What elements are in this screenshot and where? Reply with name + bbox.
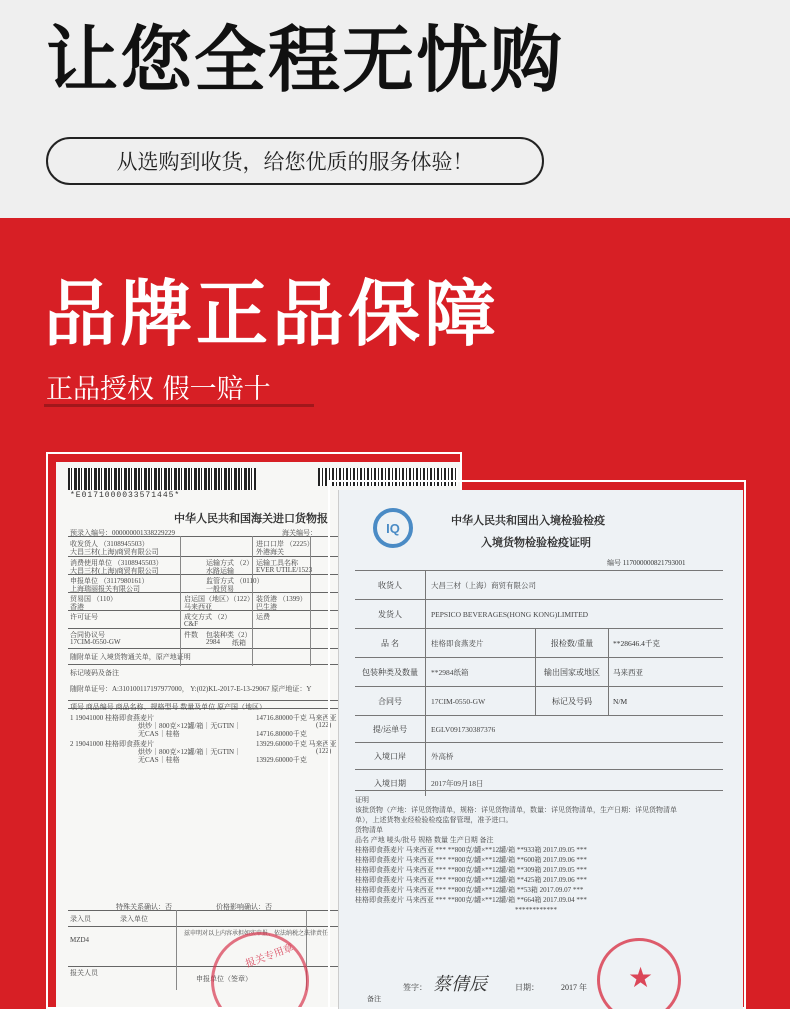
table-row bbox=[355, 742, 723, 769]
doc-line: 2 19041000 桂格即食燕麦片 bbox=[70, 740, 154, 748]
proof-line: 该批货物（产地：详见货物清单，规格：详见货物清单，数量：详见货物清单，生产日期：详见货物清单 bbox=[355, 806, 677, 814]
signature: 蔡倩辰 bbox=[433, 974, 487, 995]
customs-doc-title: 中华人民共和国海关进口货物报 bbox=[174, 513, 328, 525]
doc-line: 马来西亚 bbox=[184, 603, 212, 611]
proof-line: 货物清单 bbox=[355, 826, 383, 834]
doc-line: 大昌三材(上海)商贸有限公司 bbox=[70, 567, 159, 575]
row-value: 2017年09月18日 bbox=[431, 778, 484, 788]
doc-line: 烘炒｜800克×12罐/箱｜无GTIN｜ bbox=[138, 748, 242, 756]
doc-line: 烘炒｜800克×12罐/箱｜无GTIN｜ bbox=[138, 722, 242, 730]
row-label: 入境日期 bbox=[355, 770, 426, 796]
proof-line: 桂格即食燕麦片 马来西亚 *** **800克/罐×**12罐/箱 **600箱 2017.09.06 *** bbox=[355, 856, 587, 864]
proof-line: ************ bbox=[515, 906, 557, 914]
doc-line: 录入员 bbox=[70, 915, 91, 923]
row-label: 提/运单号 bbox=[355, 716, 426, 742]
row-value: 马来西亚 bbox=[613, 667, 643, 677]
row-value: 17CIM-0550-GW bbox=[431, 696, 486, 706]
ciq-logo-icon bbox=[373, 508, 413, 548]
doc-line: 许可证号 bbox=[70, 613, 98, 621]
doc-line: 报关人员 bbox=[70, 969, 98, 977]
proof-line: 桂格即食燕麦片 马来西亚 *** **800克/罐×**12罐/箱 **933箱 2017.09.05 *** bbox=[355, 846, 587, 854]
note-label: 备注 bbox=[367, 995, 381, 1003]
doc-line: 水路运输 bbox=[206, 567, 234, 575]
doc-line: 监管方式 （0110） bbox=[206, 577, 264, 585]
doc-line: 件数 bbox=[184, 631, 198, 639]
row-label: 收货人 bbox=[355, 571, 426, 599]
signature-line bbox=[403, 970, 587, 996]
doc-line: 标记唛码及备注 bbox=[70, 669, 119, 677]
row-label: 发货人 bbox=[355, 600, 426, 628]
proof-line: 桂格即食燕麦片 马来西亚 *** **800克/罐×**12罐/箱 **425箱 2017.09.06 *** bbox=[355, 876, 587, 884]
row-value: 外高桥 bbox=[431, 751, 454, 761]
doc-line: 收发货人 （3108945503） bbox=[70, 540, 149, 548]
doc-line: 成交方式 （2） bbox=[184, 613, 232, 621]
doc-line: 外港海关 bbox=[256, 548, 284, 556]
doc-line: 海关编号： bbox=[282, 529, 317, 537]
certificate-table bbox=[355, 570, 723, 796]
proof-line: 桂格即食燕麦片 马来西亚 *** **800克/罐×**12罐/箱 **53箱 2017.09.07 *** bbox=[355, 886, 584, 894]
hero-subtitle-pill: 从选购到收货，给您优质的服务体验！ bbox=[46, 137, 544, 185]
doc-line: 1 19041000 桂格即食燕麦片 bbox=[70, 714, 154, 722]
row-label: 标记及号码 bbox=[535, 687, 609, 715]
doc-line: 14716.80000千克 马来西亚 bbox=[256, 714, 337, 722]
row-value: **28646.4千克 bbox=[613, 638, 660, 648]
barcode-number: *E0171000033571445* bbox=[70, 491, 181, 500]
certificate-number: 编号 117000000821793001 bbox=[607, 559, 686, 567]
table-row bbox=[355, 599, 723, 628]
row-value: PEPSICO BEVERAGES(HONG KONG)LIMITED bbox=[431, 609, 589, 619]
date-value: 2017 年 bbox=[561, 983, 587, 992]
doc-line: 消费使用单位 （3108945503） bbox=[70, 559, 163, 567]
row-value: **2984纸箱 bbox=[431, 667, 469, 677]
row-label: 报检数/重量 bbox=[535, 629, 609, 657]
doc-line: 无CAS｜桂格 bbox=[138, 730, 180, 738]
star-icon: ★ bbox=[628, 963, 654, 994]
doc-line: 项号 商品编号 商品名称、规格型号 数量及单位 原产国（地区） bbox=[70, 703, 266, 711]
doc-line: 14716.80000千克 bbox=[256, 730, 307, 738]
doc-line: 运输方式 （2） bbox=[206, 559, 254, 567]
doc-line: 兹申明对以上内容承担如实申报、依法纳税之法律责任 bbox=[184, 931, 329, 937]
doc-line: 一般贸易 bbox=[206, 585, 234, 593]
customs-stamp-icon bbox=[211, 932, 309, 1007]
date-label: 日期： bbox=[515, 983, 539, 992]
doc-line: 17CIM-0550-GW bbox=[70, 638, 121, 646]
table-row bbox=[355, 628, 723, 657]
proof-line: 品名 产地 唛头/批号 规格 数量 生产日期 备注 bbox=[355, 836, 494, 844]
doc-line: 无CAS｜桂格 bbox=[138, 756, 180, 764]
doc-line: 价格影响确认：否 bbox=[216, 903, 272, 911]
table-row bbox=[355, 570, 723, 599]
doc-line: 13929.60000千克 bbox=[256, 756, 307, 764]
inspection-certificate-document bbox=[338, 490, 743, 1009]
customs-stamp-text: 报关专用章 bbox=[244, 942, 296, 971]
table-row bbox=[355, 657, 723, 686]
hero-section bbox=[0, 0, 790, 218]
doc-line: 录入单位 bbox=[120, 915, 148, 923]
hero-title: 让您全程无忧购 bbox=[46, 18, 565, 102]
certificate-proof-section bbox=[355, 790, 723, 915]
barcode-icon bbox=[68, 468, 256, 490]
brand-subtitle-underline bbox=[44, 404, 314, 407]
row-label: 入境口岸 bbox=[355, 743, 426, 769]
sign-label: 签字： bbox=[403, 983, 427, 992]
doc-line: 纸箱 bbox=[232, 639, 246, 647]
row-label: 包装种类及数量 bbox=[355, 658, 426, 686]
doc-line: 上海瑞丽报关有限公司 bbox=[70, 585, 140, 593]
doc-line: 装货港 （1399） bbox=[256, 595, 307, 603]
row-value: EGLV091730387376 bbox=[431, 724, 496, 734]
doc-line: 预录入编号：000000001338229229 bbox=[70, 529, 175, 537]
doc-line: 香港 bbox=[70, 603, 84, 611]
row-label: 品 名 bbox=[355, 629, 426, 657]
doc-line: (122) bbox=[316, 747, 332, 755]
doc-line: EVER UTILE/1523 bbox=[256, 566, 313, 574]
doc-line: 巴生港 bbox=[256, 603, 277, 611]
doc-line: 大昌三材(上海)商贸有限公司 bbox=[70, 548, 159, 556]
proof-title: 证明 bbox=[355, 796, 369, 804]
inspection-doc-subtitle: 入境货物检验检疫证明 bbox=[481, 537, 591, 549]
table-row bbox=[355, 715, 723, 742]
doc-line: 申报单位 （3117980161） bbox=[70, 577, 149, 585]
doc-line: 运费 bbox=[256, 613, 270, 621]
row-value: 大昌三材（上海）商贸有限公司 bbox=[431, 580, 536, 590]
doc-line: 申报单位（签章） bbox=[196, 975, 252, 983]
doc-line: 合同协议号 bbox=[70, 631, 105, 639]
doc-line: 随附单证号：A:310100117197977000， Y:(02)KL-2017-E-13-29067 原产地证：Y bbox=[70, 685, 312, 693]
doc-line: 启运国（地区）（122） bbox=[184, 595, 254, 603]
doc-line: 运输工具名称 bbox=[256, 559, 298, 567]
doc-line: 特殊关系确认：否 bbox=[116, 903, 172, 911]
doc-line: 随附单证 入境货物通关单，原产地证明 bbox=[70, 653, 191, 661]
doc-line: 贸易国 （110） bbox=[70, 595, 117, 603]
doc-line: 包装种类（2） bbox=[206, 631, 252, 639]
doc-line: C&F bbox=[184, 620, 199, 628]
doc-line: 13929.60000千克 马来西亚 bbox=[256, 740, 337, 748]
proof-line: 单），上述货物业经检验检疫监督管理，准予进口。 bbox=[355, 816, 513, 824]
doc-line: 2984 bbox=[206, 638, 220, 646]
row-label: 输出国家或地区 bbox=[535, 658, 609, 686]
row-label: 合同号 bbox=[355, 687, 426, 715]
inspection-doc-title: 中华人民共和国出入境检验检疫 bbox=[451, 515, 605, 527]
proof-line: 桂格即食燕麦片 马来西亚 *** **800克/罐×**12罐/箱 **664箱 2017.09.04 *** bbox=[355, 896, 587, 904]
doc-line: (122) bbox=[316, 721, 332, 729]
doc-line: 进口口岸 （2225） bbox=[256, 540, 314, 548]
row-value: 桂格即食燕麦片 bbox=[431, 638, 484, 648]
row-value: N/M bbox=[613, 696, 628, 706]
ciq-logo-text: IQ bbox=[386, 520, 400, 536]
proof-line: 桂格即食燕麦片 马来西亚 *** **800克/罐×**12罐/箱 **309箱 2017.09.05 *** bbox=[355, 866, 587, 874]
doc-line: MZD4 bbox=[70, 936, 90, 944]
brand-title: 品牌正品保障 bbox=[44, 272, 501, 356]
inspection-stamp-icon bbox=[597, 938, 681, 1009]
table-row bbox=[355, 686, 723, 715]
brand-subtitle: 正品授权 假一赔十 bbox=[46, 374, 271, 405]
